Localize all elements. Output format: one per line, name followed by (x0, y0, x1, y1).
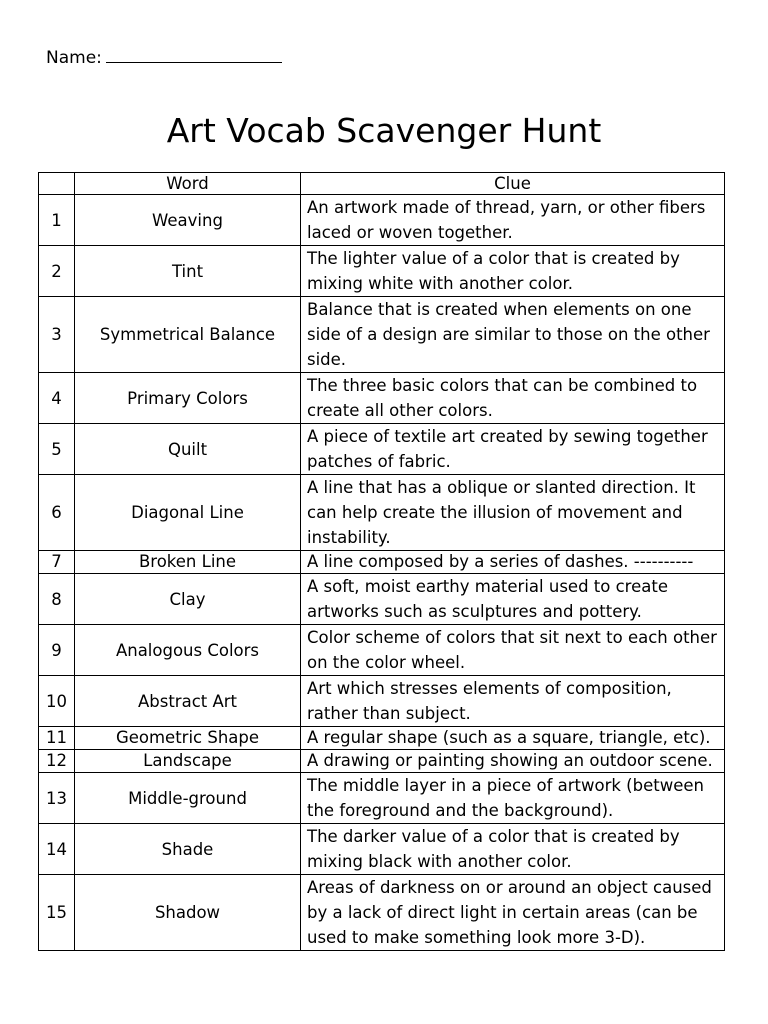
row-word: Geometric Shape (75, 727, 301, 750)
row-word: Tint (75, 246, 301, 297)
row-clue: The lighter value of a color that is created by mixing white with another color. (301, 246, 725, 297)
table-row (39, 625, 725, 676)
row-number: 6 (39, 475, 75, 551)
row-clue: The middle layer in a piece of artwork (between the foreground and the background). (301, 773, 725, 824)
row-clue: The darker value of a color that is created by mixing black with another color. (301, 824, 725, 875)
row-number: 4 (39, 373, 75, 424)
table-row (39, 246, 725, 297)
row-clue: Areas of darkness on or around an object caused by a lack of direct light in certain areas (can be used to make something look more 3-D). (301, 875, 725, 951)
name-label: Name: (46, 48, 102, 68)
table-row (39, 750, 725, 773)
row-word: Clay (75, 574, 301, 625)
row-number: 1 (39, 195, 75, 246)
table-header-row (39, 173, 725, 195)
row-clue: A line that has a oblique or slanted direction. It can help create the illusion of movement and instability. (301, 475, 725, 551)
row-word: Middle-ground (75, 773, 301, 824)
header-word: Word (75, 173, 301, 195)
table-row (39, 373, 725, 424)
row-clue: Balance that is created when elements on one side of a design are similar to those on the other side. (301, 297, 725, 373)
row-number: 15 (39, 875, 75, 951)
row-clue: Color scheme of colors that sit next to each other on the color wheel. (301, 625, 725, 676)
row-clue: A drawing or painting showing an outdoor scene. (301, 750, 725, 773)
row-word: Symmetrical Balance (75, 297, 301, 373)
header-clue: Clue (301, 173, 725, 195)
row-number: 13 (39, 773, 75, 824)
row-number: 10 (39, 676, 75, 727)
row-clue: Art which stresses elements of composition, rather than subject. (301, 676, 725, 727)
table-row (39, 195, 725, 246)
row-word: Shade (75, 824, 301, 875)
row-number: 7 (39, 551, 75, 574)
row-number: 8 (39, 574, 75, 625)
row-word: Broken Line (75, 551, 301, 574)
row-clue: A soft, moist earthy material used to create artworks such as sculptures and pottery. (301, 574, 725, 625)
row-word: Landscape (75, 750, 301, 773)
table-row (39, 574, 725, 625)
vocab-table (38, 172, 725, 951)
table-row (39, 676, 725, 727)
row-number: 12 (39, 750, 75, 773)
table-row (39, 773, 725, 824)
table-row (39, 875, 725, 951)
row-number: 3 (39, 297, 75, 373)
row-number: 14 (39, 824, 75, 875)
row-clue: A line composed by a series of dashes. ---------- (301, 551, 725, 574)
row-clue: A regular shape (such as a square, triangle, etc). (301, 727, 725, 750)
name-field (46, 46, 282, 69)
table-row (39, 297, 725, 373)
row-number: 11 (39, 727, 75, 750)
row-number: 9 (39, 625, 75, 676)
row-number: 2 (39, 246, 75, 297)
row-word: Abstract Art (75, 676, 301, 727)
row-word: Weaving (75, 195, 301, 246)
row-clue: A piece of textile art created by sewing together patches of fabric. (301, 424, 725, 475)
row-word: Diagonal Line (75, 475, 301, 551)
row-clue: The three basic colors that can be combined to create all other colors. (301, 373, 725, 424)
row-word: Quilt (75, 424, 301, 475)
header-number (39, 173, 75, 195)
page-title: Art Vocab Scavenger Hunt (166, 111, 602, 150)
table-row (39, 727, 725, 750)
table-row (39, 475, 725, 551)
row-word: Primary Colors (75, 373, 301, 424)
table-row (39, 551, 725, 574)
row-number: 5 (39, 424, 75, 475)
row-word: Shadow (75, 875, 301, 951)
row-clue: An artwork made of thread, yarn, or other fibers laced or woven together. (301, 195, 725, 246)
table-row (39, 824, 725, 875)
row-word: Analogous Colors (75, 625, 301, 676)
name-blank-line[interactable] (106, 46, 282, 63)
table-row (39, 424, 725, 475)
